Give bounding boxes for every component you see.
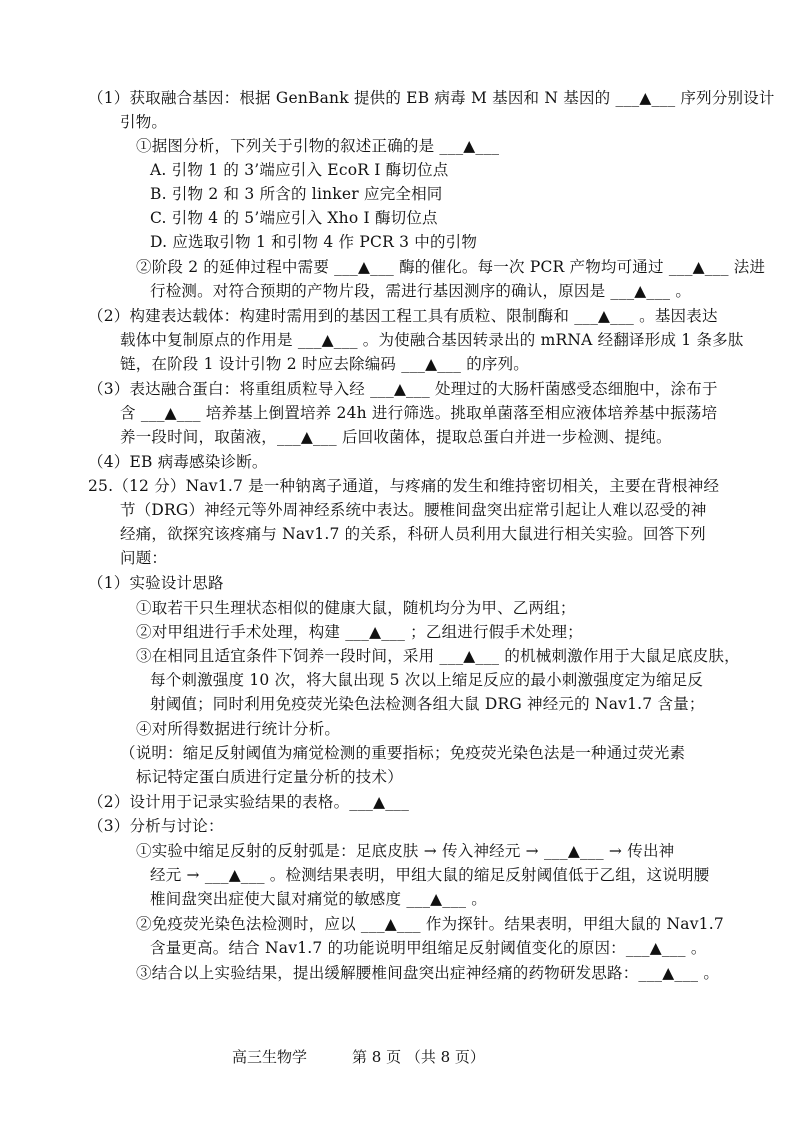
text-line: 行检测。对符合预期的产物片段，需进行基因测序的确认，原因是 ___▲___ 。 <box>150 282 692 300</box>
text-line: （1）实验设计思路 <box>88 574 224 592</box>
text-line: 含 ___▲___ 培养基上倒置培养 24h 进行筛选。挑取单菌落至相应液体培养基中振荡培 <box>120 404 718 422</box>
footer-subject: 高三生物学 <box>232 1048 308 1066</box>
text-line: （4）EB 病毒感染诊断。 <box>88 453 268 471</box>
text-line: ①实验中缩足反射的反射弧是：足底皮肤 → 传入神经元 → ___▲___ → 传出神 <box>136 842 675 860</box>
text-line: 问题： <box>120 549 168 567</box>
text-line: 椎间盘突出症使大鼠对痛觉的敏感度 ___▲___ 。 <box>150 890 487 908</box>
text-line: 节（DRG）神经元等外周神经系统中表达。腰椎间盘突出症常引起让人难以忍受的神 <box>120 501 707 519</box>
text-line: 每个刺激强度 10 次，将大鼠出现 5 次以上缩足反应的最小刺激强度定为缩足反 <box>150 671 704 689</box>
text-line: ②对甲组进行手术处理，构建 ___▲___ ；乙组进行假手术处理； <box>136 623 583 641</box>
text-line: 经元 → ___▲___ 。检测结果表明，甲组大鼠的缩足反射阈值低于乙组，这说明腰 <box>150 866 710 884</box>
text-line: 射阈值；同时利用免疫荧光染色法检测各组大鼠 DRG 神经元的 Nav1.7 含量； <box>150 695 705 713</box>
text-line: ④对所得数据进行统计分析。 <box>136 720 341 738</box>
footer-page-number: 第 8 页 （共 8 页） <box>352 1048 485 1066</box>
text-line: 引物。 <box>120 113 168 131</box>
text-line: （2）设计用于记录实验结果的表格。___▲___ <box>88 793 410 811</box>
text-line: B. 引物 2 和 3 所含的 linker 应完全相同 <box>150 185 443 203</box>
text-line: A. 引物 1 的 3’端应引入 EcoR Ⅰ 酶切位点 <box>150 161 449 179</box>
text-line: （3）分析与讨论： <box>88 817 224 835</box>
question-25-heading: 25.（12 分）Nav1.7 是一种钠离子通道，与疼痛的发生和维持密切相关，主要在背根神经 <box>88 477 720 495</box>
text-line: ③结合以上实验结果，提出缓解腰椎间盘突出症神经痛的药物研发思路：___▲___ 。 <box>136 964 720 982</box>
text-line: ①据图分析，下列关于引物的叙述正确的是 ___▲___ <box>136 137 500 155</box>
text-line: （说明：缩足反射阈值为痛觉检测的重要指标；免疫荧光染色法是一种通过荧光素 <box>120 744 686 762</box>
text-line: C. 引物 4 的 5’端应引入 Xho Ⅰ 酶切位点 <box>150 209 438 227</box>
text-line: （1）获取融合基因：根据 GenBank 提供的 EB 病毒 M 基因和 N 基因的 ___▲___ 序列分别设计 <box>88 89 775 107</box>
text-line: 链，在阶段 1 设计引物 2 时应去除编码 ___▲___ 的序列。 <box>120 355 530 373</box>
text-line: ①取若干只生理状态相似的健康大鼠，随机均分为甲、乙两组； <box>136 599 576 617</box>
text-line: ③在相同且适宜条件下饲养一段时间，采用 ___▲___ 的机械刺激作用于大鼠足底皮肤， <box>136 647 740 665</box>
text-line: 含量更高。结合 Nav1.7 的功能说明甲组缩足反射阈值变化的原因：___▲___ 。 <box>150 939 707 957</box>
text-line: 载体中复制原点的作用是 ___▲___ 。为使融合基因转录出的 mRNA 经翻译形成 1 条多肽 <box>120 331 744 349</box>
text-line: 标记特定蛋白质进行定量分析的技术） <box>136 768 403 786</box>
text-line: 经痛，欲探究该疼痛与 Nav1.7 的关系，科研人员利用大鼠进行相关实验。回答下列 <box>120 525 706 543</box>
text-line: ②阶段 2 的延伸过程中需要 ___▲___ 酶的催化。每一次 PCR 产物均可通过 ___▲___ 法进 <box>136 258 766 276</box>
text-line: D. 应选取引物 1 和引物 4 作 PCR 3 中的引物 <box>150 233 478 251</box>
text-line: （2）构建表达载体：构建时需用到的基因工程工具有质粒、限制酶和 ___▲___ 。基因表达 <box>88 307 718 325</box>
text-line: 养一段时间，取菌液，___▲___ 后回收菌体，提取总蛋白并进一步检测、提纯。 <box>120 428 672 446</box>
text-line: ②免疫荧光染色法检测时，应以 ___▲___ 作为探针。结果表明，甲组大鼠的 Nav1.7 <box>136 915 724 933</box>
text-line: （3）表达融合蛋白：将重组质粒导入经 ___▲___ 处理过的大肠杆菌感受态细胞中，涂布于 <box>88 380 718 398</box>
